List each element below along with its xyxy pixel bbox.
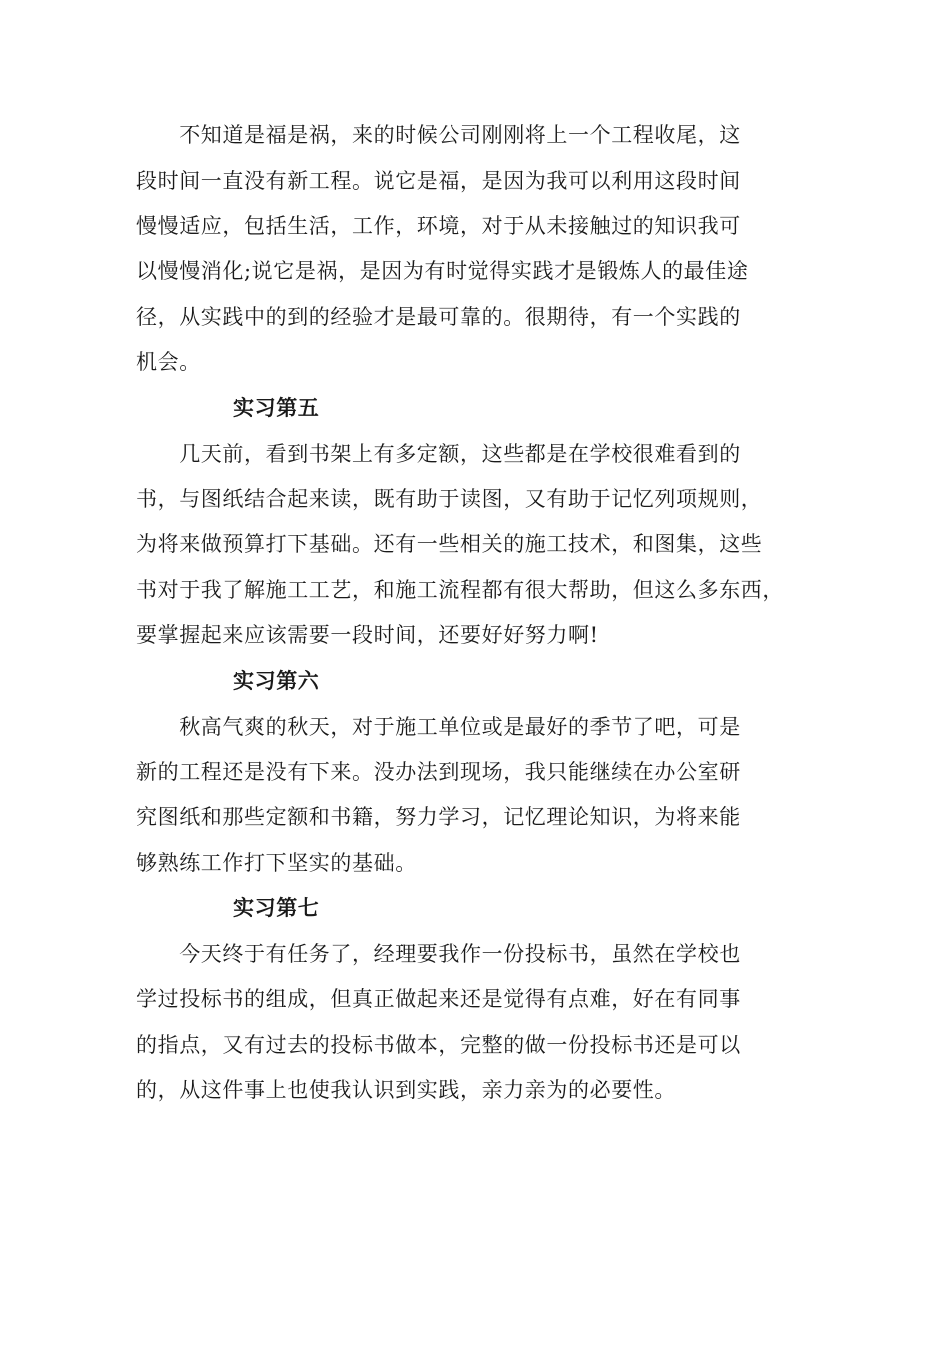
section-heading-7: 实习第七	[233, 895, 320, 920]
paragraph-3-line-1: 秋高气爽的秋天，对于施工单位或是最好的季节了吧，可是	[136, 715, 741, 739]
paragraph-4-line-3: 的指点，又有过去的投标书做本，完整的做一份投标书还是可以	[136, 1033, 741, 1057]
paragraph-1-line-6: 机会。	[136, 350, 201, 374]
paragraph-2-line-3: 为将来做预算打下基础。还有一些相关的施工技术，和图集，这些	[136, 532, 763, 556]
paragraph-1-line-4: 以慢慢消化;说它是祸，是因为有时觉得实践才是锻炼人的最佳途	[136, 259, 749, 283]
paragraph-1-line-5: 径，从实践中的到的经验才是最可靠的。很期待，有一个实践的	[136, 305, 741, 329]
paragraph-2-line-1: 几天前，看到书架上有多定额，这些都是在学校很难看到的	[136, 442, 741, 466]
paragraph-4-line-2: 学过投标书的组成，但真正做起来还是觉得有点难，好在有同事	[136, 987, 741, 1011]
paragraph-1-line-1: 不知道是福是祸，来的时候公司刚刚将上一个工程收尾，这	[136, 123, 741, 147]
paragraph-1-line-2: 段时间一直没有新工程。说它是福，是因为我可以利用这段时间	[136, 169, 741, 193]
paragraph-3-line-4: 够熟练工作打下坚实的基础。	[136, 851, 417, 875]
paragraph-1-line-3: 慢慢适应，包括生活，工作，环境，对于从未接触过的知识我可	[136, 214, 741, 238]
paragraph-4-line-1: 今天终于有任务了，经理要我作一份投标书，虽然在学校也	[136, 942, 741, 966]
section-heading-6: 实习第六	[233, 668, 320, 693]
paragraph-3-line-2: 新的工程还是没有下来。没办法到现场，我只能继续在办公室研	[136, 760, 741, 784]
paragraph-4-line-4: 的，从这件事上也使我认识到实践，亲力亲为的必要性。	[136, 1078, 676, 1102]
paragraph-3-line-3: 究图纸和那些定额和书籍，努力学习，记忆理论知识，为将来能	[136, 805, 741, 829]
paragraph-2-line-2: 书，与图纸结合起来读，既有助于读图，又有助于记忆列项规则，	[136, 487, 763, 511]
paragraph-2-line-5: 要掌握起来应该需要一段时间，还要好好努力啊!	[136, 623, 599, 647]
section-heading-5: 实习第五	[233, 395, 320, 420]
paragraph-2-line-4: 书对于我了解施工工艺，和施工流程都有很大帮助，但这么多东西，	[136, 578, 784, 602]
